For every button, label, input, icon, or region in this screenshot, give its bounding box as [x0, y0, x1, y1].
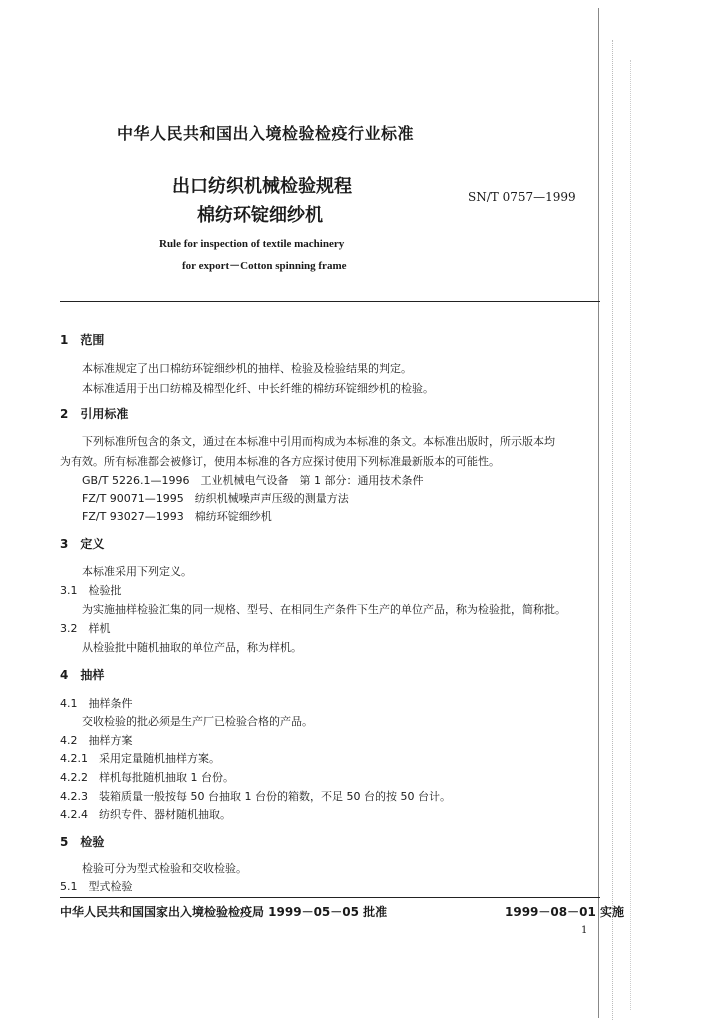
clause-4-2-3: 4.2.3 装箱质量一般按每 50 台抽取 1 台份的箱数，不足 50 台的按 50 台计。: [60, 790, 451, 803]
clause-4-2-1: 4.2.1 采用定量随机抽样方案。: [60, 752, 220, 765]
subsection-5-1-heading: 5.1 型式检验: [60, 880, 133, 893]
subsection-3-2-text: 从检验批中随机抽取的单位产品，称为样机。: [82, 641, 302, 654]
section-3-heading: 3 定义: [60, 537, 105, 551]
standard-code: SN/T 0757—1999: [468, 190, 576, 204]
document-title-line1: 出口纺织机械检验规程: [172, 176, 352, 197]
section-1-paragraph: 本标准适用于出口纺棉及棉型化纤、中长纤维的棉纺环锭细纱机的检验。: [82, 382, 434, 395]
clause-4-2-2: 4.2.2 样机每批随机抽取 1 台份。: [60, 771, 234, 784]
issuing-organization: 中华人民共和国出入境检验检疫行业标准: [117, 124, 415, 143]
subsection-3-1-text: 为实施抽样检验汇集的同一规格、型号、在相同生产条件下生产的单位产品，称为检验批，简称批。: [82, 603, 566, 616]
subsection-4-1-heading: 4.1 抽样条件: [60, 697, 133, 710]
scan-edge-dots: [612, 40, 613, 1020]
subsection-4-1-text: 交收检验的批必须是生产厂已检验合格的产品。: [82, 715, 313, 728]
scan-edge-line: [598, 8, 599, 1018]
section-4-heading: 4 抽样: [60, 668, 105, 682]
section-3-paragraph: 本标准采用下列定义。: [82, 565, 192, 578]
section-1-heading: 1 范围: [60, 333, 105, 347]
document-title-line2: 棉纺环锭细纱机: [197, 205, 323, 226]
subsection-4-2-heading: 4.2 抽样方案: [60, 734, 133, 747]
section-5-paragraph: 检验可分为型式检验和交收检验。: [82, 862, 247, 875]
reference-standard: FZ/T 93027—1993 棉纺环锭细纱机: [82, 510, 272, 523]
section-1-paragraph: 本标准规定了出口棉纺环锭细纱机的抽样、检验及检验结果的判定。: [82, 362, 412, 375]
reference-standard: GB/T 5226.1—1996 工业机械电气设备 第 1 部分：通用技术条件: [82, 474, 424, 487]
section-2-paragraph: 下列标准所包含的条文，通过在本标准中引用而构成为本标准的条文。本标准出版时，所示版本均: [82, 435, 555, 448]
page-number: 1: [581, 925, 588, 936]
subsection-3-2-heading: 3.2 样机: [60, 622, 111, 635]
subsection-3-1-heading: 3.1 检验批: [60, 584, 122, 597]
english-title-line1: Rule for inspection of textile machinery: [159, 238, 345, 250]
footer-divider: [60, 897, 600, 898]
section-5-heading: 5 检验: [60, 835, 105, 849]
english-title-line2: for export－Cotton spinning frame: [182, 260, 347, 272]
scan-edge-dots: [630, 60, 631, 1010]
reference-standard: FZ/T 90071—1995 纺织机械噪声声压级的测量方法: [82, 492, 349, 505]
approval-statement: 中华人民共和国国家出入境检验检疫局 1999－05－05 批准: [60, 905, 388, 919]
section-2-paragraph: 为有效。所有标准都会被修订，使用本标准的各方应探讨使用下列标准最新版本的可能性。: [60, 455, 500, 468]
section-2-heading: 2 引用标准: [60, 407, 129, 421]
clause-4-2-4: 4.2.4 纺织专件、器材随机抽取。: [60, 808, 231, 821]
header-divider: [60, 301, 600, 302]
implementation-date: 1999－08－01 实施: [505, 905, 624, 919]
